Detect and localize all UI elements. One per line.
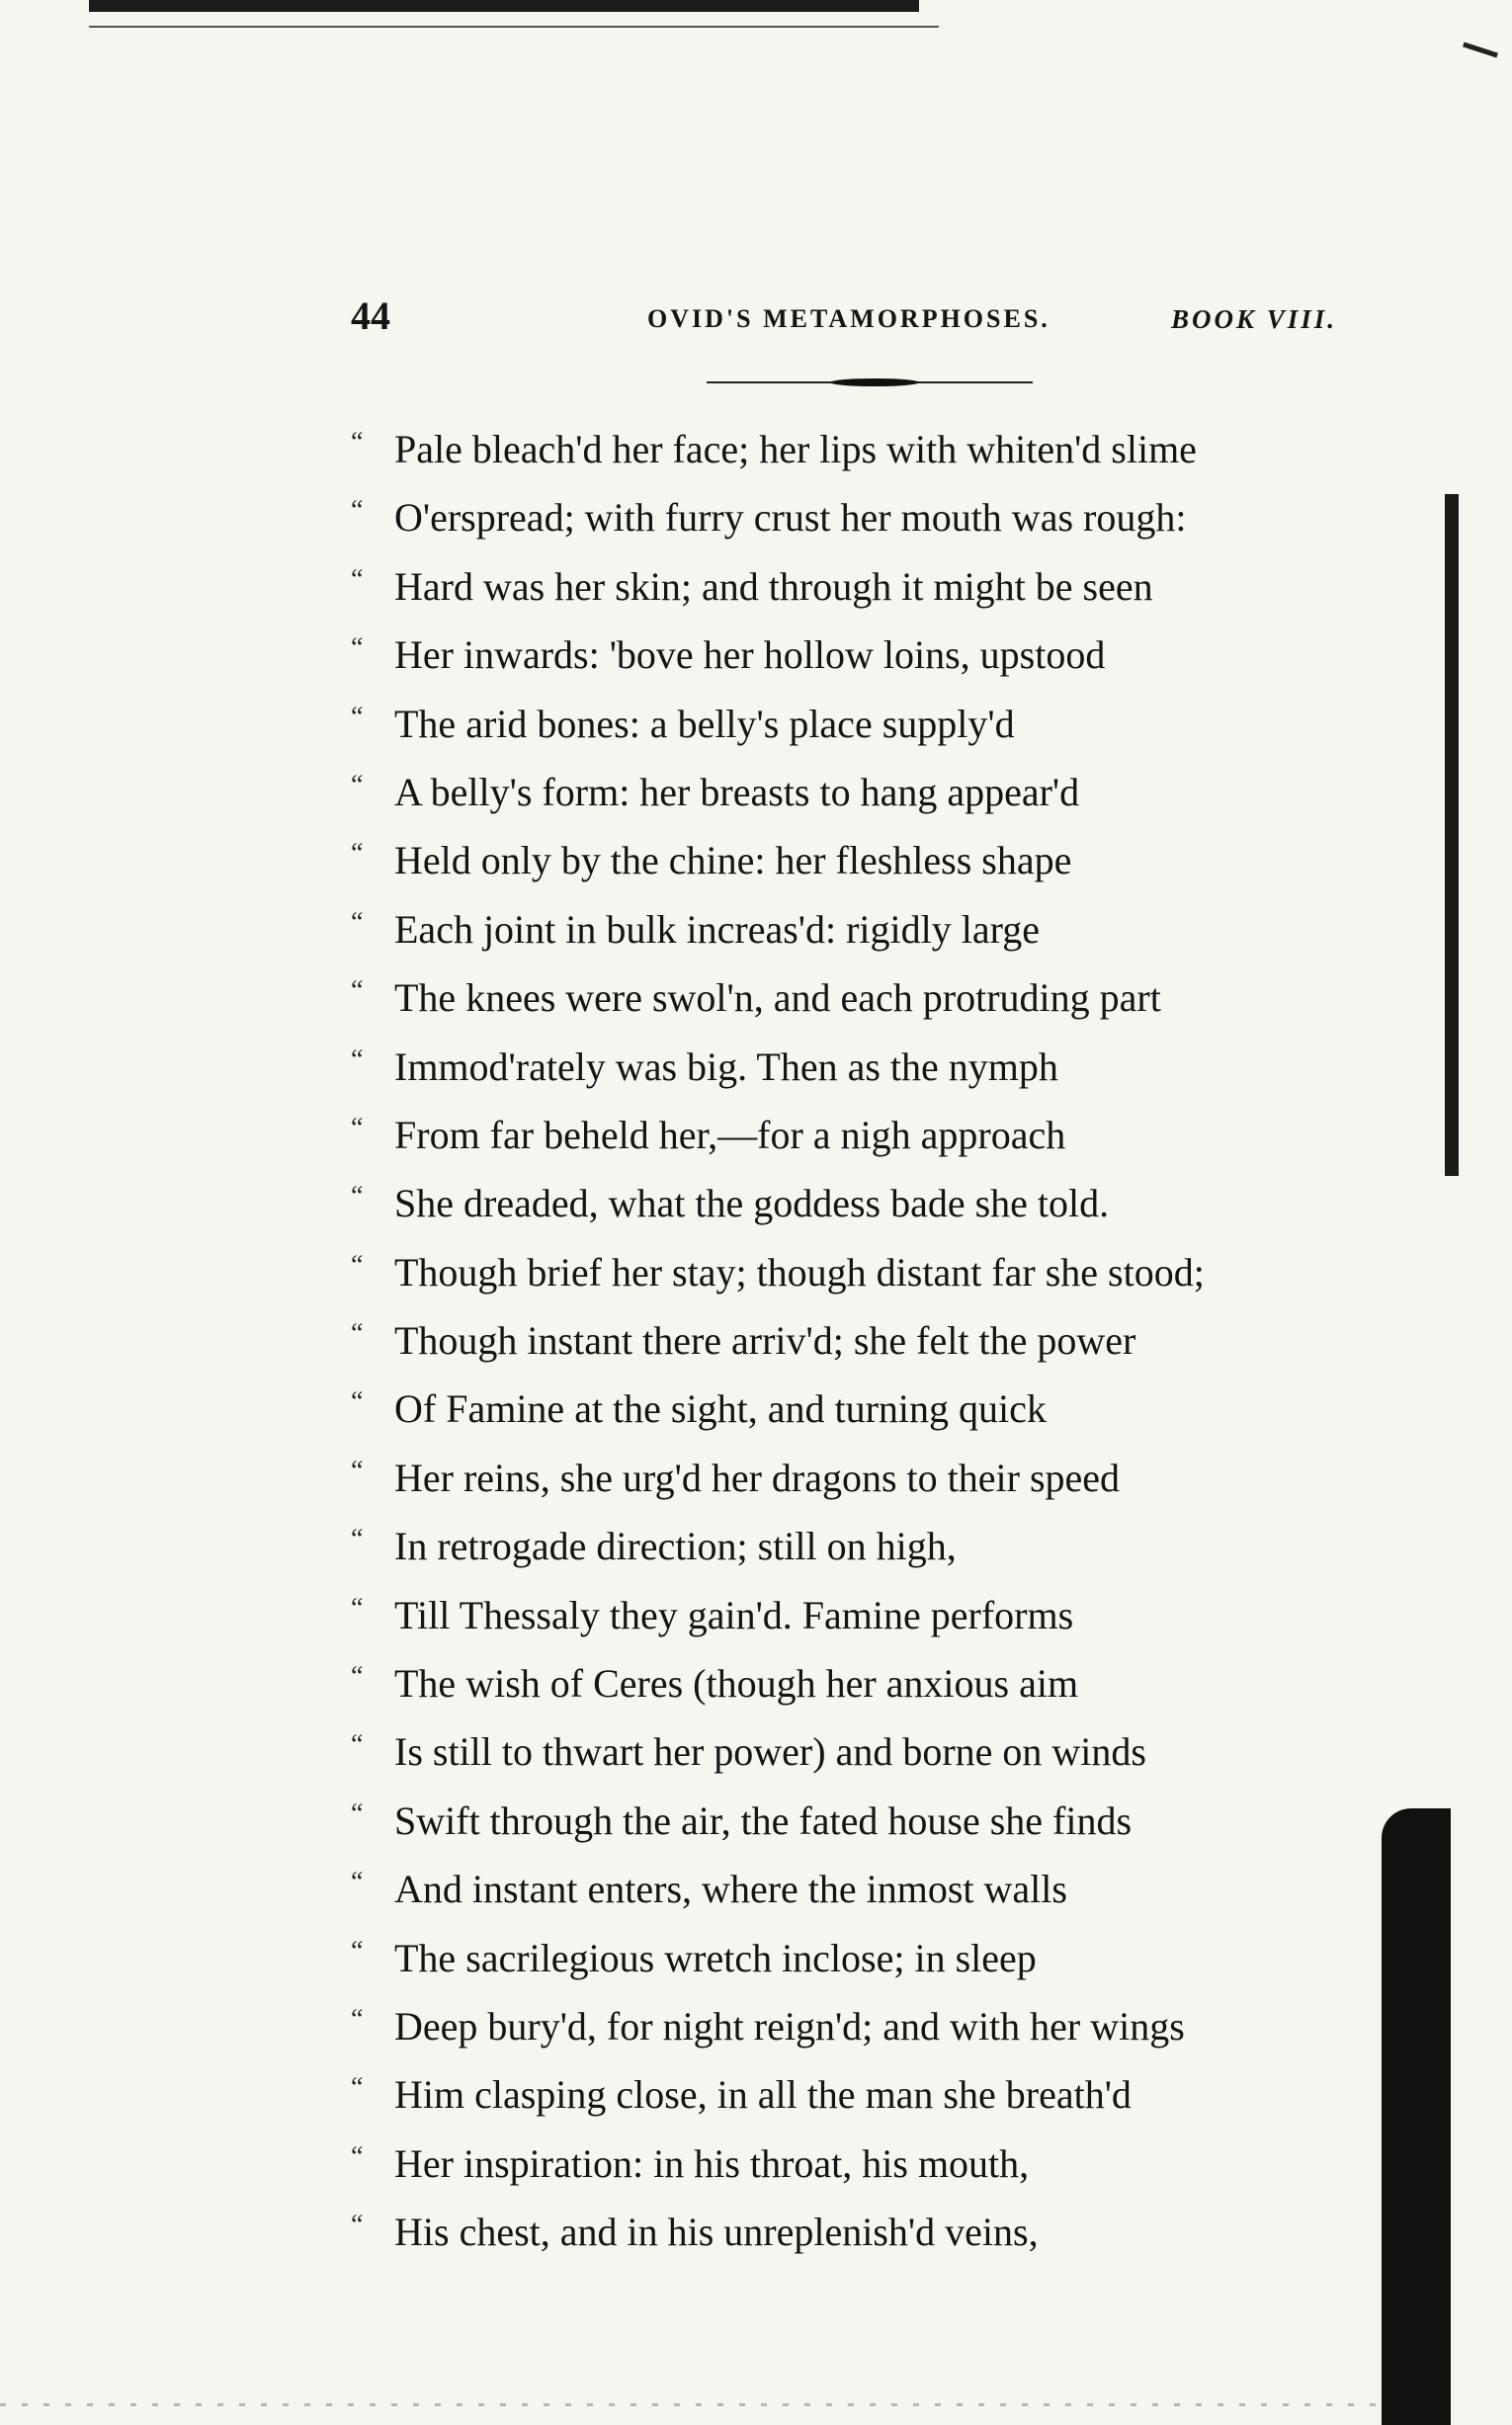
verse-text: From far beheld her,—for a nigh approach [394, 1112, 1066, 1157]
quote-mark: “ [351, 769, 364, 800]
verse-text: The knees were swol'n, and each protruding part [394, 975, 1161, 1021]
quote-mark: “ [351, 1798, 364, 1829]
verse-line [351, 1169, 1339, 1237]
head-ornament-rule [707, 378, 1033, 386]
page-number: 44 [351, 293, 390, 338]
verse-text: Each joint in bulk increas'd: rigidly large [394, 906, 1040, 952]
quote-mark: “ [351, 1181, 364, 1212]
verse-text: Her inspiration: in his throat, his mouth, [394, 2140, 1030, 2186]
quote-mark: “ [351, 1592, 364, 1624]
verse-line [351, 621, 1339, 689]
verse-line [351, 2060, 1339, 2129]
verse-line [351, 1375, 1339, 1443]
verse-text: Is still to thwart her power) and borne on winds [394, 1729, 1146, 1775]
quote-mark: “ [351, 1386, 364, 1418]
scan-margin-shadow-upper [1445, 494, 1459, 1176]
quote-mark: “ [351, 427, 364, 458]
verse-line [351, 1855, 1339, 1923]
scan-margin-shadow-lower [1382, 1808, 1451, 2425]
verse-line [351, 826, 1339, 894]
verse-text: Hard was her skin; and through it might be seen [394, 563, 1153, 609]
quote-mark: “ [351, 2072, 364, 2104]
quote-mark: “ [351, 1318, 364, 1350]
verse-line [351, 552, 1339, 621]
verse-line [351, 1444, 1339, 1512]
quote-mark: “ [351, 563, 364, 595]
verse-text: O'erspread; with furry crust her mouth was rough: [394, 495, 1187, 541]
verse-text: She dreaded, what the goddess bade she told. [394, 1181, 1110, 1226]
verse-line [351, 690, 1339, 758]
verse-line [351, 415, 1339, 483]
quote-mark: “ [351, 495, 364, 527]
verse-line [351, 1787, 1339, 1855]
book-title: OVID'S METAMORPHOSES. [647, 304, 1050, 333]
verse-text: A belly's form: her breasts to hang appear'd [394, 769, 1080, 814]
verse-text: Though brief her stay; though distant far she stood; [394, 1249, 1205, 1295]
verse-line [351, 963, 1339, 1032]
verse-line [351, 1512, 1339, 1580]
verse-text: Pale bleach'd her face; her lips with whiten'd slime [394, 427, 1197, 471]
verse-text: Till Thessaly they gain'd. Famine performs [394, 1592, 1074, 1637]
verse-text: Her inwards: 'bove her hollow loins, upstood [394, 632, 1106, 678]
verse-line [351, 2198, 1339, 2266]
verse-line [351, 483, 1339, 551]
verse-text: Her reins, she urg'd her dragons to their speed [394, 1455, 1121, 1500]
verse-line [351, 758, 1339, 826]
quote-mark: “ [351, 2003, 364, 2035]
verse-line [351, 1101, 1339, 1169]
verse-line [351, 1581, 1339, 1649]
verse-line [351, 1992, 1339, 2060]
verse-text: Of Famine at the sight, and turning quick [394, 1386, 1047, 1432]
book-section: BOOK VIII. [1171, 304, 1338, 334]
quote-mark: “ [351, 975, 364, 1007]
verse-text: Him clasping close, in all the man she breath'd [394, 2072, 1132, 2118]
quote-mark: “ [351, 1249, 364, 1281]
verse-text: Immod'rately was big. Then as the nymph [394, 1044, 1058, 1089]
verse-text: His chest, and in his unreplenish'd veins, [394, 2210, 1039, 2255]
scan-corner-mark [1463, 42, 1498, 58]
quote-mark: “ [351, 1661, 364, 1693]
quote-mark: “ [351, 2210, 364, 2241]
verse-line [351, 1238, 1339, 1306]
verse-text: In retrogade direction; still on high, [394, 1524, 957, 1569]
verse-text: The sacrilegious wretch inclose; in sleep [394, 1935, 1037, 1980]
verse-line [351, 895, 1339, 963]
verse-text: Swift through the air, the fated house she finds [394, 1798, 1133, 1843]
verse-text: And instant enters, where the inmost walls [394, 1867, 1067, 1912]
ornament-swell [830, 378, 919, 386]
quote-mark: “ [351, 1867, 364, 1898]
verse-line [351, 1924, 1339, 1992]
quote-mark: “ [351, 1524, 364, 1555]
quote-mark: “ [351, 1455, 364, 1486]
scan-top-edge [89, 0, 919, 12]
verse-line [351, 1717, 1339, 1786]
verse-line [351, 1033, 1339, 1101]
quote-mark: “ [351, 906, 364, 938]
quote-mark: “ [351, 1935, 364, 1966]
quote-mark: “ [351, 632, 364, 664]
verse-line [351, 2130, 1339, 2198]
verse-passage [351, 415, 1339, 2267]
scan-top-rule [89, 26, 939, 28]
quote-mark: “ [351, 838, 364, 870]
verse-text: The wish of Ceres (though her anxious aim [394, 1661, 1079, 1707]
verse-text: Though instant there arriv'd; she felt the power [394, 1318, 1136, 1364]
verse-line [351, 1306, 1339, 1375]
quote-mark: “ [351, 1729, 364, 1761]
quote-mark: “ [351, 2140, 364, 2172]
verse-text: The arid bones: a belly's place supply'd [394, 701, 1015, 746]
scan-bottom-noise [0, 2403, 1384, 2406]
running-head [351, 293, 1379, 342]
verse-line [351, 1649, 1339, 1717]
quote-mark: “ [351, 701, 364, 732]
verse-text: Deep bury'd, for night reign'd; and with her wings [394, 2003, 1185, 2049]
quote-mark: “ [351, 1112, 364, 1143]
quote-mark: “ [351, 1044, 364, 1075]
verse-text: Held only by the chine: her fleshless shape [394, 838, 1072, 883]
